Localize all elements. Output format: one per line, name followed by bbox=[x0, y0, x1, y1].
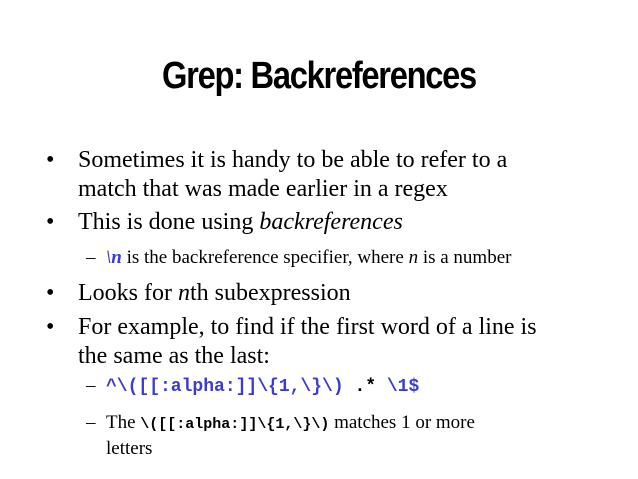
bullet-dot: • bbox=[46, 314, 55, 340]
sub-2-code-b: .* bbox=[343, 377, 387, 397]
bullet-2-italic: backreferences bbox=[259, 209, 403, 235]
bullet-dot: • bbox=[46, 209, 55, 235]
bullet-1-line-2: match that was made earlier in a regex bbox=[78, 176, 448, 202]
sub-3-code: \([[:alpha:]]\{1,\}\) bbox=[140, 416, 330, 433]
sub-3-prefix: The bbox=[106, 412, 141, 433]
sub-dash: – bbox=[86, 247, 96, 268]
bullet-1-line-1: Sometimes it is handy to be able to refer to a bbox=[78, 147, 508, 173]
sub-3-suffix: matches 1 or more bbox=[329, 412, 475, 433]
bullet-3-suffix: th subexpression bbox=[189, 280, 351, 306]
bullet-3-prefix: Looks for bbox=[78, 280, 178, 306]
sub-1-text-b: is a number bbox=[418, 247, 512, 268]
bullet-dot: • bbox=[46, 280, 55, 306]
sub-2-code-c: \1$ bbox=[386, 377, 420, 397]
bullet-dot: • bbox=[46, 147, 55, 173]
sub-1-code: \n bbox=[106, 247, 122, 268]
slide-title: Grep: Backreferences bbox=[162, 55, 476, 97]
bullet-4-line-1: For example, to find if the first word of a line is bbox=[78, 314, 537, 340]
bullet-2-text: This is done using bbox=[78, 209, 260, 235]
sub-dash: – bbox=[86, 375, 96, 396]
sub-3-line-2: letters bbox=[106, 438, 153, 459]
sub-1-n: n bbox=[408, 247, 419, 268]
sub-1-text-a: is the backreference specifier, where bbox=[121, 247, 409, 268]
sub-dash: – bbox=[86, 412, 96, 433]
bullet-4-line-2: the same as the last: bbox=[78, 343, 270, 369]
sub-2-code-a: ^\([[:alpha:]]\{1,\}\) bbox=[106, 377, 344, 397]
bullet-3-n: n bbox=[177, 280, 190, 306]
